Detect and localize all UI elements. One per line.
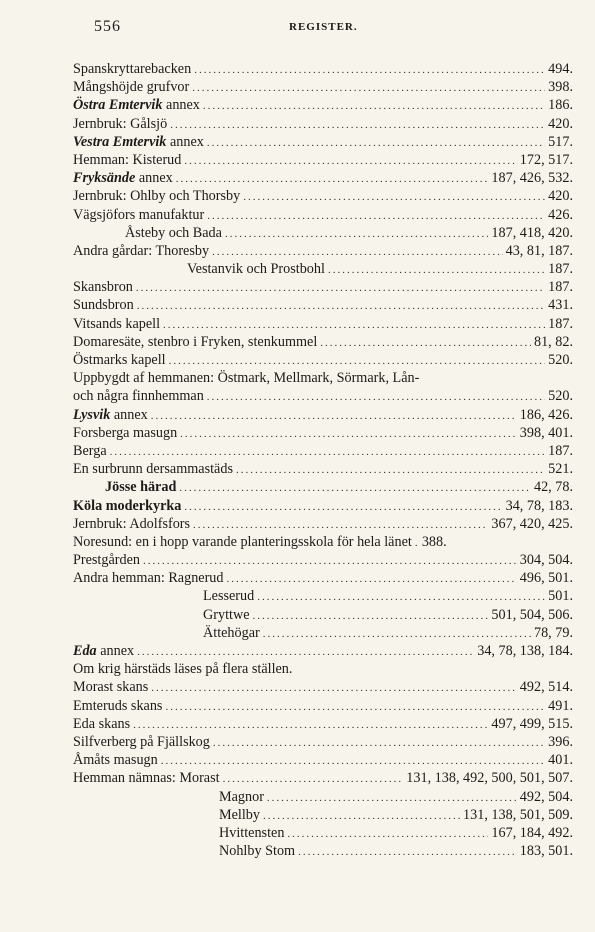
entry-pages: 501.: [548, 588, 573, 605]
register-entry: [73, 642, 573, 660]
entry-label: Köla moderkyrka: [73, 497, 182, 514]
register-entry: [73, 624, 573, 642]
entry-label: En surbrunn dersammastäds: [73, 461, 233, 478]
dot-leader: [267, 789, 517, 807]
entry-label: Lesserud: [203, 588, 255, 605]
entry-label: Uppbygdt af hemmanen: Östmark, Mellmark, Sörmark, Lån-: [73, 370, 420, 387]
entry-pages: 431.: [548, 297, 573, 314]
entry-pages: 420.: [548, 115, 573, 132]
entry-pages: 491.: [548, 697, 573, 714]
dot-leader: [415, 534, 419, 552]
entry-label: Magnor: [219, 788, 264, 805]
dot-leader: [137, 297, 545, 315]
dot-leader: [212, 243, 503, 261]
entry-pages: 497, 499, 515.: [491, 715, 573, 732]
entry-label: Hemman nämnas: Morast: [73, 770, 220, 787]
page-header: [74, 18, 571, 40]
register-entry: [73, 733, 573, 751]
entry-label: Domaresäte, stenbro i Fryken, stenkummel: [73, 333, 318, 350]
register-entry: [73, 551, 573, 569]
entry-pages: 496, 501.: [519, 570, 573, 587]
entry-pages: 186.: [548, 97, 573, 114]
entry-label: Om krig härstäds läses på flera ställen.: [73, 661, 293, 678]
entry-pages: 398, 401.: [519, 424, 573, 441]
entry-label: Emteruds skans: [73, 697, 163, 714]
dot-leader: [213, 734, 545, 752]
entry-label: Jernbruk: Gålsjö: [73, 115, 168, 132]
register-entry: [73, 424, 573, 442]
register-entry: [73, 151, 573, 169]
entry-label: Vestanvik och Prostbohl: [187, 261, 325, 278]
running-head: REGISTER.: [289, 21, 358, 33]
dot-leader: [176, 170, 489, 188]
entry-label: Hemman: Kisterud: [73, 151, 182, 168]
dot-leader: [207, 207, 545, 225]
register-entry: [73, 442, 573, 460]
entry-pages: 492, 504.: [519, 788, 573, 805]
entry-pages: 183, 501.: [519, 843, 573, 860]
dot-leader: [161, 752, 545, 770]
entry-pages: 186, 426.: [519, 406, 573, 423]
register-entry: [73, 715, 573, 733]
entry-label: Noresund: en i hopp varande planteringsskola för hela länet: [73, 533, 412, 550]
entry-label: Hvittensten: [219, 824, 285, 841]
dot-leader: [179, 479, 531, 497]
register-entry: [73, 296, 573, 314]
entry-label: Fryksände annex: [73, 170, 173, 187]
register-entry: [73, 478, 573, 496]
dot-leader: [207, 134, 545, 152]
entry-label: Åsteby och Bada: [125, 224, 222, 241]
entry-pages: 426.: [548, 206, 573, 223]
entry-pages: 420.: [548, 188, 573, 205]
dot-leader: [193, 516, 488, 534]
entry-label: Jernbruk: Ohlby och Thorsby: [73, 188, 241, 205]
entry-label: Morast skans: [73, 679, 149, 696]
dot-leader: [194, 61, 545, 79]
register-entry: [73, 260, 573, 278]
entry-pages: 398.: [548, 79, 573, 96]
dot-leader: [223, 770, 404, 788]
entry-label: Nohlby Stom: [219, 843, 296, 860]
register-entry: [73, 96, 573, 114]
dot-leader: [143, 552, 517, 570]
entry-pages: 43, 81, 187.: [505, 242, 573, 259]
register-entry: [73, 315, 573, 333]
dot-leader: [227, 570, 517, 588]
dot-leader: [151, 679, 517, 697]
register-entry: [73, 606, 573, 624]
dot-leader: [320, 334, 531, 352]
register-entry: [73, 769, 573, 787]
entry-pages: 388.: [421, 533, 447, 550]
register-entry: [73, 824, 573, 842]
entry-label: och några finnhemman: [73, 388, 204, 405]
entry-label: Gryttwe: [203, 606, 250, 623]
entry-pages: 167, 184, 492.: [491, 824, 573, 841]
entry-label: Vägsjöfors manufaktur: [73, 206, 205, 223]
entry-pages: 78, 79.: [533, 624, 573, 641]
register-entry: [73, 351, 573, 369]
dot-leader: [263, 625, 531, 643]
register-entry: [73, 78, 573, 96]
dot-leader: [110, 443, 546, 461]
entry-pages: 34, 78, 183.: [505, 497, 573, 514]
register-entry: [73, 187, 573, 205]
entry-label: Mellby: [219, 806, 260, 823]
register-entry: [73, 387, 573, 405]
dot-leader: [180, 425, 517, 443]
entry-label: Forsberga masugn: [73, 424, 178, 441]
entry-pages: 367, 420, 425.: [491, 515, 573, 532]
entry-pages: 520.: [548, 388, 573, 405]
dot-leader: [203, 97, 545, 115]
hundred-heading: Jösse härad: [105, 479, 177, 496]
dot-leader: [136, 279, 545, 297]
entry-pages: 131, 138, 501, 509.: [463, 806, 573, 823]
dot-leader: [137, 643, 474, 661]
register-entries: [73, 60, 573, 860]
entry-label: Vestra Emtervik annex: [73, 133, 204, 150]
register-entry: [73, 333, 573, 351]
entry-pages: 172, 517.: [519, 151, 573, 168]
register-entry: [73, 460, 573, 478]
dot-leader: [184, 498, 502, 516]
entry-pages: 517.: [548, 133, 573, 150]
entry-label: Eda annex: [73, 643, 135, 659]
entry-label: Jernbruk: Adolfsfors: [73, 515, 191, 532]
entry-pages: 42, 78.: [533, 479, 573, 496]
entry-pages: 187.: [548, 279, 573, 296]
register-entry: [73, 224, 573, 242]
register-entry: [73, 169, 573, 187]
entry-pages: 34, 78, 138, 184.: [477, 643, 573, 659]
dot-leader: [169, 352, 546, 370]
register-entry: [73, 115, 573, 133]
entry-label: Ättehögar: [203, 624, 260, 641]
dot-leader: [236, 461, 545, 479]
parish-name: Östra Emtervik: [73, 97, 163, 114]
entry-pages: 187, 426, 532.: [491, 170, 573, 187]
register-entry: [73, 242, 573, 260]
dot-leader: [263, 807, 460, 825]
register-entry: [73, 751, 573, 769]
register-entry: [73, 515, 573, 533]
register-entry: [73, 806, 573, 824]
entry-pages: 187.: [548, 261, 573, 278]
entry-pages: 187.: [548, 442, 573, 459]
dot-leader: [287, 825, 488, 843]
entry-label: Prestgården: [73, 552, 140, 569]
entry-label: Skansbron: [73, 279, 133, 296]
entry-label: Åmåts masugn: [73, 752, 158, 769]
dot-leader: [184, 152, 516, 170]
register-entry: [73, 660, 573, 678]
entry-pages: 520.: [548, 352, 573, 368]
entry-pages: 187.: [548, 315, 573, 332]
dot-leader: [253, 607, 489, 625]
dot-leader: [225, 225, 488, 243]
register-entry: [73, 678, 573, 696]
entry-label: Andra gårdar: Thoresby: [73, 242, 210, 259]
dot-leader: [328, 261, 545, 279]
entry-label: Silfverberg på Fjällskog: [73, 733, 210, 750]
register-entry: [73, 697, 573, 715]
register-entry: [73, 587, 573, 605]
parish-name: Fryksände: [73, 170, 136, 187]
page-number: 556: [94, 18, 121, 35]
entry-pages: 521.: [548, 461, 573, 478]
entry-label: Östra Emtervik annex: [73, 97, 200, 114]
register-entry: [73, 533, 573, 551]
register-entry: [73, 133, 573, 151]
entry-label: Andra hemman: Ragnerud: [73, 570, 224, 587]
entry-pages: 81, 82.: [533, 333, 573, 350]
parish-name: Eda: [73, 643, 97, 659]
entry-label: Sundsbron: [73, 297, 134, 314]
entry-label: Lysvik annex: [73, 406, 148, 423]
entry-pages: 494.: [548, 61, 573, 77]
dot-leader: [163, 316, 545, 334]
entry-pages: 396.: [548, 733, 573, 750]
dot-leader: [170, 116, 545, 134]
entry-pages: 131, 138, 492, 500, 501, 507.: [406, 770, 573, 787]
dot-leader: [298, 843, 517, 861]
register-entry: [73, 569, 573, 587]
register-entry: [73, 842, 573, 860]
register-entry: [73, 278, 573, 296]
entry-label: Spanskryttarebacken: [73, 61, 192, 77]
entry-pages: 304, 504.: [519, 552, 573, 569]
entry-label: Eda skans: [73, 715, 131, 732]
parish-name: Vestra Emtervik: [73, 133, 167, 150]
register-entry: [73, 60, 573, 78]
parish-name: Lysvik: [73, 406, 111, 423]
register-entry: [73, 369, 573, 387]
dot-leader: [133, 716, 488, 734]
dot-leader: [257, 588, 545, 606]
entry-label: Mångshöjde grufvor: [73, 79, 190, 96]
dot-leader: [151, 407, 517, 425]
entry-label: Berga: [73, 442, 107, 459]
register-entry: [73, 406, 573, 424]
register-entry: [73, 206, 573, 224]
register-entry: [73, 788, 573, 806]
dot-leader: [243, 188, 545, 206]
entry-label: Östmarks kapell: [73, 352, 166, 368]
dot-leader: [192, 79, 545, 97]
entry-pages: 492, 514.: [519, 679, 573, 696]
dot-leader: [165, 698, 545, 716]
entry-pages: 187, 418, 420.: [491, 224, 573, 241]
entry-pages: 501, 504, 506.: [491, 606, 573, 623]
dot-leader: [207, 388, 545, 406]
register-entry: [73, 497, 573, 515]
entry-label: Vitsands kapell: [73, 315, 161, 332]
entry-pages: 401.: [548, 752, 573, 769]
